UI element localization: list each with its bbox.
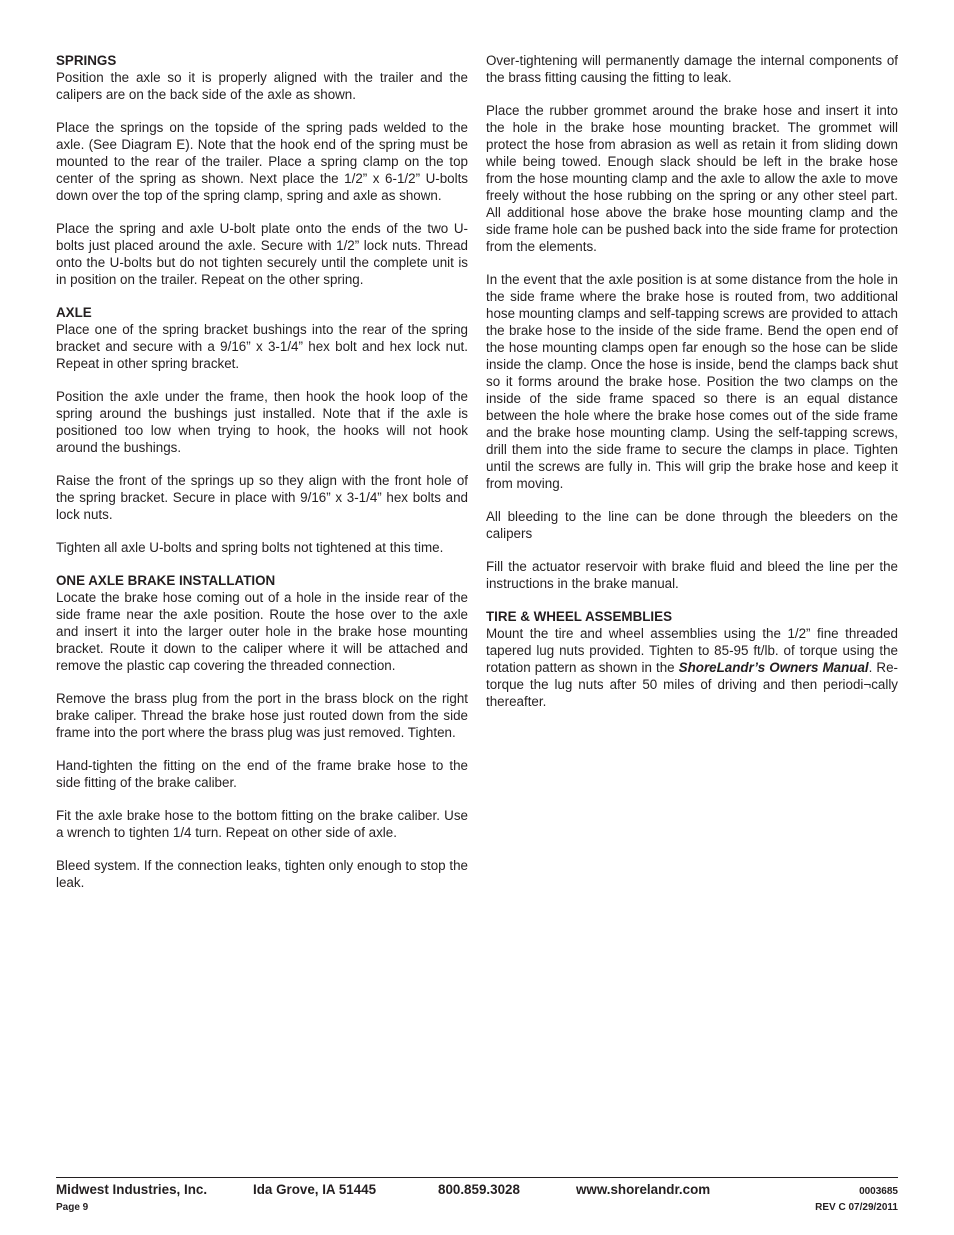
brake-paragraph-1: Locate the brake hose coming out of a hole in the inside rear of the side frame near the axle position. Route the hose over to the axle and insert it into the larger outer hole in the brake hose mounting bracket. Route it down to the caliper where it will be attached and remove the plastic cap covering the threaded connection. (56, 590, 468, 673)
springs-paragraph-3: Place the spring and axle U-bolt plate onto the ends of the two U-bolts just placed around the axle. Secure with 1/2” lock nuts. Thread onto the U-bolts but do not tighten securely until the complete unit is in position on the trailer. Repeat on the other spring. (56, 221, 468, 287)
axle-paragraph-4: Tighten all axle U-bolts and spring bolts not tightened at this time. (56, 540, 444, 555)
axle-paragraph-2: Position the axle under the frame, then hook the hook loop of the spring around the bushings just installed. Note that if the axle is positioned too low when trying to hook, the hooks will not hook around the bushings. (56, 389, 468, 455)
tire-wheel-heading: TIRE & WHEEL ASSEMBLIES (486, 609, 672, 624)
footer-city: Ida Grove, IA 51445 (253, 1182, 377, 1197)
footer-website: www.shorelandr.com (576, 1182, 711, 1197)
brake-paragraph-4: Fit the axle brake hose to the bottom fitting on the brake caliber. Use a wrench to tighten 1/4 turn. Repeat on other side of axle. (56, 808, 468, 840)
footer-phone: 800.859.3028 (438, 1182, 520, 1197)
grommet-paragraph: Place the rubber grommet around the brake hose and insert it into the hole in the brake hose mounting bracket. The grommet will protect the hose from abrasion as well as retain it from sliding down while being towed. Enough slack should be left in the brake hose from the hose mounting clamp and the axle to allow the axle to move freely without the hose rubbing on the spring or any other steel part. All additional hose above the brake hose mounting clamp and the side frame hole can be pushed back into the side frame for protection from the elements. (486, 103, 898, 254)
reservoir-paragraph: Fill the actuator reservoir with brake fluid and bleed the line per the instructions in the brake manual. (486, 559, 898, 591)
footer-divider (56, 1177, 898, 1178)
left-column (56, 52, 468, 907)
brake-installation-heading: ONE AXLE BRAKE INSTALLATION (56, 573, 276, 588)
overtightening-paragraph: Over-tightening will permanently damage the internal components of the brass fitting causing the fitting to leak. (486, 53, 898, 85)
owners-manual-title: ShoreLandr’s Owners Manual (678, 660, 869, 675)
brake-paragraph-5: Bleed system. If the connection leaks, tighten only enough to stop the leak. (56, 858, 468, 890)
springs-heading: SPRINGS (56, 53, 117, 68)
right-column (486, 52, 898, 726)
springs-paragraph-1: Position the axle so it is properly aligned with the trailer and the calipers are on the back side of the axle as shown. (56, 70, 468, 102)
footer-company: Midwest Industries, Inc. (56, 1182, 208, 1197)
brake-paragraph-2: Remove the brass plug from the port in the brass block on the right brake caliper. Thread the brake hose just routed down from the side frame into the port where the brass plug was just removed. Tighten. (56, 691, 468, 740)
axle-heading: AXLE (56, 305, 92, 320)
footer-page-number: Page 9 (56, 1202, 89, 1213)
axle-paragraph-3: Raise the front of the springs up so they align with the front hole of the spring bracket. Secure in place with 9/16” x 3-1/4” hex bolts and lock nuts. (56, 473, 468, 522)
hose-clamps-paragraph: In the event that the axle position is at some distance from the hole in the side frame where the brake hose is routed from, two additional hose mounting clamps and self-tapping screws are provided to attach the brake hose to the inside of the side frame. Bend the open end of the hose mounting clamps open far enough so the hose can be slide inside the clamp. Once the hose is inside, bend the clamps back shut so it forms around the brake hose. Position the two clamps on the inside of the side frame spaced so there is an equal distance between the hole where the brake hose comes out of the side frame and the brake hose mounting clamp. Using the self-tapping screws, drill them into the side frame to secure the clamps in place. Tighten until the screws are fully in. This will grip the brake hose and keep it from moving. (486, 272, 898, 491)
footer-doc-number: 0003685 (859, 1186, 898, 1197)
brake-paragraph-3: Hand-tighten the fitting on the end of the frame brake hose to the side fitting of the brake caliber. (56, 758, 468, 790)
bleeding-paragraph: All bleeding to the line can be done through the bleeders on the calipers (486, 509, 898, 541)
tire-wheel-paragraph (486, 625, 898, 710)
axle-paragraph-1: Place one of the spring bracket bushings into the rear of the spring bracket and secure with a 9/16” x 3-1/4” hex bolt and hex lock nut. Repeat in other spring bracket. (56, 322, 468, 371)
springs-paragraph-2: Place the springs on the topside of the spring pads welded to the axle. (See Diagram E). Note that the hook end of the spring must be mounted to the rear of the trailer. Place a spring clamp on the top center of the spring as shown. Next place the 1/2” x 6-1/2” U-bolts down over the top of the spring clamp, spring and axle as shown. (56, 120, 468, 203)
tire-text-start: Mount the tire and wheel assemblies using the 1/2” fine threaded tapered lug nuts provided. Tighten to 85-95 ft/lb. of torque using the rotation pattern as shown in the (486, 626, 898, 675)
footer-revision: REV C 07/29/2011 (815, 1202, 898, 1213)
tire-text-end: . Re-torque the lug nuts after 50 miles of driving and then periodi¬cally thereafter. (486, 660, 898, 709)
